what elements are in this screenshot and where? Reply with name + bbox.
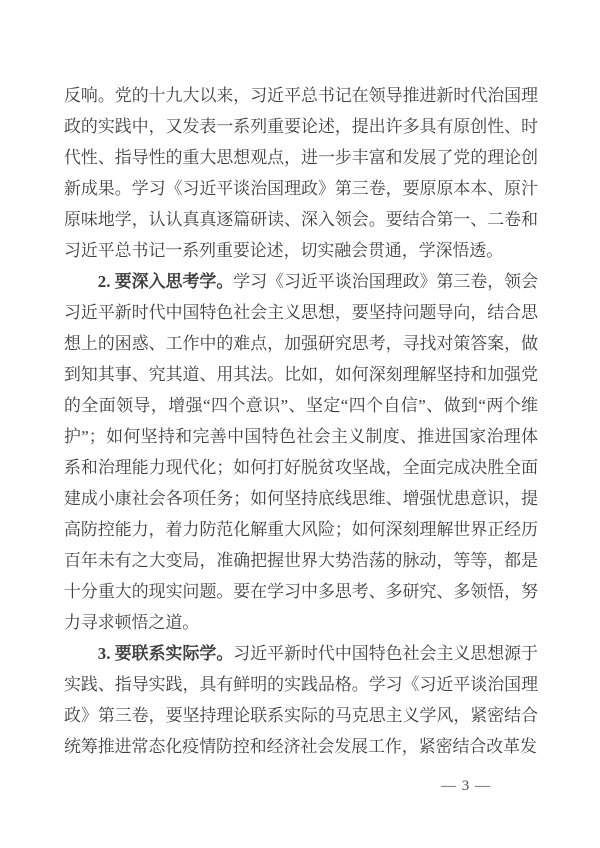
paragraph-text: 反响。党的十九大以来，习近平总书记在领导推进新时代治国理政的实践中，又发表一系列重要论述，提出许多具有原创性、时代性、指导性的重大思想观点，进一步丰富和发展了党的理论创新成果。学习《习近平谈治国理政》第三卷，要原原本本、原汁原味地学，认认真真逐篇研读、深入领会。要结合第一、二卷和习近平总书记一系列重要论述，切实融会贯通，学深悟透。	[64, 86, 538, 260]
paragraph-section-2	[64, 266, 538, 638]
section-2-lead: 2. 要深入思考学。	[97, 272, 234, 291]
page-number: — 3 —	[441, 778, 491, 794]
page-number-footer	[64, 778, 491, 795]
paragraph-text: 学习《习近平谈治国理政》第三卷，领会习近平新时代中国特色社会主义思想，要坚持问题导向，结合思想上的困惑、工作中的难点，加强研究思考，寻找对策答案，做到知其事、究其道、用其法。比如，如何深刻理解坚持和加强党的全面领导，增强“四个意识”、坚定“四个自信”、做到“两个维护”；如何坚持和完善中国特色社会主义制度、推进国家治理体系和治理能力现代化；如何打好脱贫攻坚战，全面完成决胜全面建成小康社会各项任务；如何坚持底线思维、增强忧患意识，提高防控能力，着力防范化解重大风险；如何深刻理解世界正经历百年未有之大变局，准确把握世界大势浩荡的脉动，等等，都是十分重大的现实问题。要在学习中多思考、多研究、多领悟，努力寻求顿悟之道。	[64, 272, 539, 632]
paragraph-section-3	[64, 638, 538, 762]
section-3-lead: 3. 要联系实际学。	[97, 644, 234, 663]
document-body	[64, 80, 538, 762]
paragraph-text: 习近平新时代中国特色社会主义思想源于实践、指导实践，具有鲜明的实践品格。学习《习近平谈治国理政》第三卷，要坚持理论联系实际的马克思主义学风，紧密结合统筹推进常态化疫情防控和经济社会发展工作，紧密结合改革发	[64, 644, 539, 756]
paragraph-continuation	[64, 80, 538, 266]
